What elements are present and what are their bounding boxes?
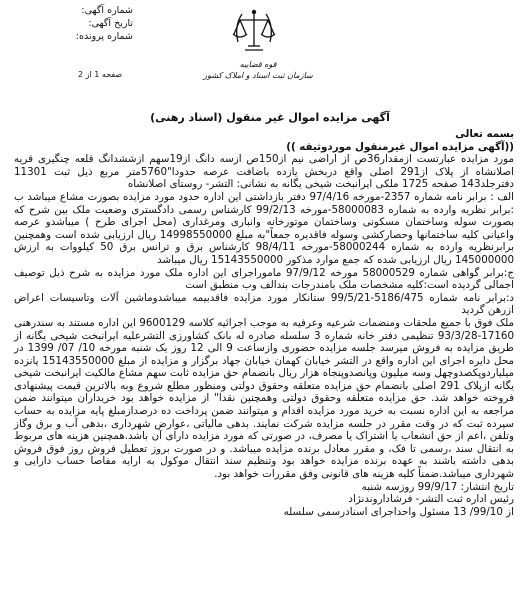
meta-label: شماره پرونده: [75,31,133,42]
page-number: صفحه 1 از 2 [78,70,123,79]
meta-label: تاریخ آگهی: [88,18,133,29]
signatory-footer: از 99/10/ 13 مسئول واحداجرای اسنادرسمی سلسله [283,505,514,518]
org-name-registration: سازمان ثبت اسناد و املاک کشور [203,71,313,80]
judiciary-emblem-icon [228,6,280,58]
ad-body [14,128,514,518]
paragraph-property: مورد مزایده عبارتست ازمقدار36ص از اراضی نیم از150ص ازسه دانگ از19سهم ازششدانگ قلعه چنگیری قریه اصلانشاه از پلاک از291 اصلی واقع دربخش یازده باضافت عرصه حدودا"5760متر مربع ذیل ثبت 11301 دفترجلد143 صفحه 1725 ملکی ایرانبخت شیخی یگانه به نشانی: التشر- روستای اصلانشاه [14,153,514,191]
meta-row [5,4,133,17]
publish-date: تاریخ انتشار: 99/9/17 روزسه شنبه [361,480,514,493]
paragraph-appraisal: الف : برابر نامه شماره 2357-مورخه 97/4/16 دفتر بازداشتی این اداره حدود مورد مزایده بصورت مشاع میباشد ب :برابر نظریه وارده به شماره 58000083-مورخه 99/2/13 کارشناس رسمی دادگستری وضعیت ملک بین شرح که بصورت سوله وساختمان مسکونی وساختمان موتورخانه وانباری ومرغداری (محل اجرای طرح ) میباشدو عرصه واعیانی کلیه ساختمانها وحصارکشی وسوله فاقدیره جمعاً"به مبلغ 14998550000 ریال ارزیابی شده است وهمچنین برابرنظریه وارده به شماره 58000244-مورخه 98/4/11 کارشناس برق و ترانس برق 50 کیلووات به ارزش 145000000 ریال ارزیابی شده که جمع موارد مذکور 15143550000 ریال میباشد [14,190,514,266]
paragraph-description: ج:برابر گواهی شماره 58000529 مورخه 97/9/12 ماموراجرای این اداره ملک مورد مزایده به شرح ذیل توصیف اجمالی گردیده است:کلیه مشخصات ملک بامندرجات بندالف وب منطبق است [14,266,514,292]
meta-row [5,30,133,43]
paragraph-auction-terms: ملک فوق با جمیع ملحقات ومنضمات شرعیه وعرفیه به موجب اجرائیه کلاسه 9600129 این اداره مستند به سندرهنی 17160-93/3/28 تنظیمی دفتر خانه شماره 3 سلسله صادره له بانک کشاورزی التشرعلیه ایرانبخت شیخی یگانه از طریق مزایده به فروش میرسد جلسه مزایده حضوری وازساعت 9 الی 12 روز یک شنبه مورخه 10/ 07/ 1399 در محل دایره اجرای این اداره واقع در التشر خیابان کهمان خیابان جهاد برگزار و مزایده از مبلغ 15143550000 پانزده میلیاردوپکصدوچهل وسه میلیون وپانصدوپنجاه هزار ریال بانضمام حق مزایده ثابت سهم مشاع مالکیت ایرانبخت شیخی یگانه ازپلاک 291 اصلی بانضمام حق مزایده متعلقه وحقوق دولتی ومنظور مطلع شروع وبه بالاترین قیمت پیشنهادی فروخته خواهد شد. حق مزایده متعلقه وحقوق دولتی وهمچنین نقدا" از مزایده خواهد بود خریداران میتوانند ضمن مراجعه به این اداره نسبت به خرید مورد مزایده اقدام و میتوانند ضمن پرداخت ده درصدازمبلغ پایه مزایده به حساب سپرده ثبت که در وقت مقرر در جلسه مزایده شرکت نمایند. بدهی مالیاتی ،عوارض شهرداری ،بدهی آب و برق وگاز وتلفن ،اعم از حق انشعاب یا اشتراک یا مصرف، در صورتی که مورد مزایده دارای آن باشد.همچنین هزینه های مربوط به انتقال سند ،رسمی تا فک، و مقرر معادل برنده مزایده میباشد. و در صورت بروز تعطیل فروش روز فوق فروش بدهی داشته باشند به عهده برنده مزایده خواهد بود وتنظیم سند انتقال موکول به ارایه مفاصا حساب دارایی و شهرداری میباشد.ضمناً کلیه هزینه های قانونی وفق مقررات خواهد بود. [14,316,515,481]
ad-meta-block [5,4,133,43]
signatory: رئیس اداره ثبت التشر- فرشاداروندنژاد [348,493,514,506]
meta-label: شماره آگهی: [81,5,133,16]
ad-title: آگهی مزایده اموال غیر منقول (اسناد رهنی) [150,111,390,124]
ad-subtitle: ((آگهی مزایده اموال غیرمنقول موردوثیقه )) [286,140,514,153]
org-name-judiciary: قوه قضاییه [239,60,277,69]
paragraph-insurance: د:برابر نامه شماره 5186/475-99/5/21 ستانکار مورد مزایده فاقدبیمه میباشدوماشین آلات وتاسیسات اعراض ازرهن گردید [14,291,514,317]
basmala: بسمه تعالی [455,128,514,140]
meta-row [5,17,133,30]
